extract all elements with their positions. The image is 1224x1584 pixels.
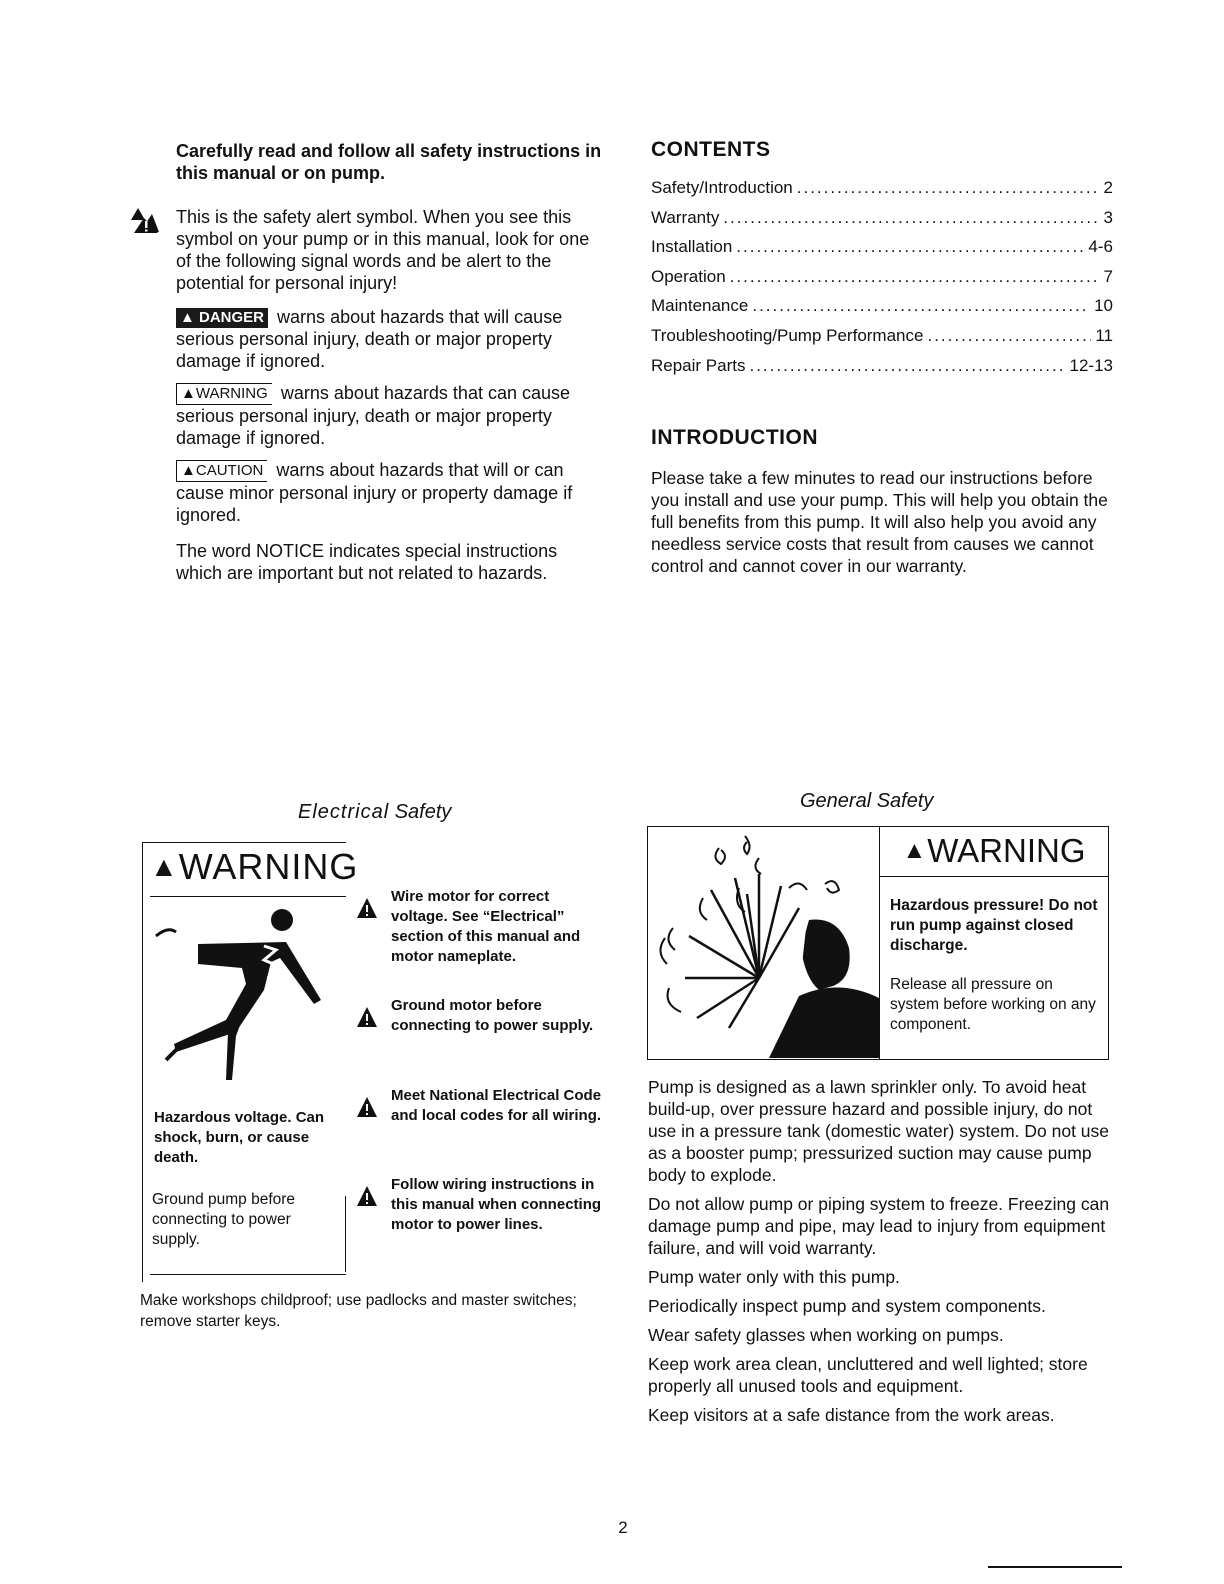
explosion-hazard-icon	[649, 828, 879, 1058]
ground-pump-text: Ground pump before connecting to power supply.	[152, 1191, 296, 1248]
caution-badge: ▲CAUTION	[176, 460, 267, 482]
hazardous-voltage-text: Hazardous voltage. Can shock, burn, or cause death.	[154, 1109, 325, 1166]
general-safety-paragraph: Wear safety glasses when working on pumps.	[648, 1325, 1004, 1345]
notice-definition: The word NOTICE indicates special instructions which are important but not related to hazards.	[176, 541, 558, 583]
electrical-item: Meet National Electrical Code and local codes for all wiring.	[354, 1086, 606, 1126]
safety-alert-icon	[356, 1185, 378, 1207]
toc-leader-dots	[927, 326, 1091, 346]
electrical-safety-heading: Electrical Safety	[298, 801, 452, 823]
contents-title: CONTENTS	[651, 138, 771, 161]
toc-entry-page: 10	[1094, 296, 1113, 316]
toc-entry-page: 11	[1095, 325, 1113, 345]
toc-entry-page: 2	[1103, 178, 1113, 197]
toc-leader-dots	[749, 356, 1065, 376]
electrical-item: Wire motor for correct voltage. See “Electrical” section of this manual and motor nameplate.	[354, 887, 606, 967]
toc-row	[651, 326, 1113, 356]
toc-entry-name: Repair Parts	[651, 355, 746, 375]
toc-leader-dots	[797, 178, 1100, 198]
caution-definition	[176, 459, 606, 526]
electrical-item: Follow wiring instructions in this manual when connecting motor to power lines.	[354, 1175, 606, 1235]
warning-triangle-icon: ▲	[902, 837, 927, 864]
general-safety-paragraph: Pump water only with this pump.	[648, 1267, 900, 1287]
safety-alert-icon	[356, 897, 378, 919]
toc-row	[651, 208, 1113, 238]
toc-entry-name: Safety/Introduction	[651, 178, 793, 197]
toc-row	[651, 296, 1113, 326]
general-safety-paragraphs	[648, 1076, 1118, 1433]
toc-row	[651, 178, 1113, 208]
warning-triangle-icon: ▲	[150, 851, 179, 882]
warning-text: warns about hazards that can cause serious personal injury, death or major property damage if ignored.	[176, 383, 571, 448]
electrical-box-top-rule	[142, 842, 346, 844]
warning-badge: ▲WARNING	[176, 383, 272, 405]
toc-leader-dots	[736, 237, 1084, 257]
toc-leader-dots	[730, 267, 1100, 287]
electrical-warning-rule	[150, 896, 346, 897]
toc-entry-page: 4-6	[1088, 237, 1113, 257]
alert-symbol-text: This is the safety alert symbol. When you see this symbol on your pump or in this manual, look for one of the following signal words and be alert to the potential for personal injury!	[176, 207, 590, 293]
safety-intro	[176, 140, 606, 584]
general-safety-paragraph: Pump is designed as a lawn sprinkler only. To avoid heat build-up, over pressure hazard and possible injury, do not use in a pressure tank (domestic water) system. Do not use as a booster pump; pressurized suction may cause pump body to explode.	[648, 1077, 1110, 1185]
toc-entry-name: Maintenance	[651, 296, 749, 316]
electrical-item: Ground motor before connecting to power supply.	[354, 996, 606, 1036]
release-pressure-text: Release all pressure on system before working on any component.	[890, 976, 1096, 1033]
hazardous-pressure-text: Hazardous pressure! Do not run pump against closed discharge.	[890, 897, 1098, 954]
toc-row	[651, 237, 1113, 267]
general-safety-paragraph: Periodically inspect pump and system components.	[648, 1296, 1046, 1316]
toc-entry-name: Troubleshooting/Pump Performance	[651, 325, 924, 345]
toc-entry-page: 7	[1103, 266, 1113, 286]
toc-entry-name: Operation	[651, 266, 726, 286]
electrical-box-left-rule	[142, 842, 144, 1282]
toc-row	[651, 356, 1113, 386]
introduction-title: INTRODUCTION	[651, 426, 818, 449]
caution-text: warns about hazards that will or can cause minor personal injury or property damage if ignored.	[176, 460, 573, 525]
toc-entry-page: 12-13	[1069, 355, 1113, 375]
page-number: 2	[618, 1518, 628, 1537]
danger-definition	[176, 306, 606, 372]
general-safety-heading: General Safety	[800, 790, 934, 812]
general-safety-paragraph: Keep work area clean, uncluttered and well lighted; store properly all unused tools and equipment.	[648, 1354, 1088, 1396]
general-safety-paragraph: Do not allow pump or piping system to freeze. Freezing can damage pump and pipe, may lead to injury from equipment failure, and will void warranty.	[648, 1194, 1110, 1258]
toc-row	[651, 267, 1113, 297]
workshop-footer-text: Make workshops childproof; use padlocks and master switches; remove starter keys.	[140, 1292, 577, 1330]
toc-entry-name: Installation	[651, 237, 733, 257]
safety-alert-icon	[356, 1006, 378, 1028]
electrical-box-bottom-rule	[150, 1274, 346, 1275]
electrical-box-right-rule	[345, 1196, 347, 1272]
table-of-contents	[651, 178, 1113, 385]
toc-leader-dots	[752, 296, 1090, 316]
corner-rule	[988, 1566, 1122, 1568]
safety-alert-icon	[356, 1096, 378, 1118]
toc-entry-name: Warranty	[651, 207, 720, 227]
safety-lead: Carefully read and follow all safety instructions in this manual or on pump.	[176, 141, 602, 183]
danger-text: warns about hazards that will cause serious personal injury, death or major property damage if ignored.	[176, 307, 563, 371]
toc-entry-page: 3	[1103, 207, 1113, 227]
warning-definition	[176, 382, 606, 449]
toc-leader-dots	[723, 208, 1099, 228]
electrical-warning-label: ▲WARNING	[150, 846, 359, 887]
safety-alert-icon	[130, 206, 160, 234]
electric-shock-icon	[146, 902, 366, 1090]
pressure-warning-label: ▲ WARNING	[880, 826, 1108, 877]
general-safety-paragraph: Keep visitors at a safe distance from the work areas.	[648, 1405, 1055, 1425]
introduction-body: Please take a few minutes to read our instructions before you install and use your pump. This will help you obtain the full benefits from this pump. It will also help you avoid any needless service costs that result from causes we cannot control and cannot cover in our warranty.	[651, 468, 1108, 576]
danger-badge: ▲ DANGER	[176, 308, 268, 328]
